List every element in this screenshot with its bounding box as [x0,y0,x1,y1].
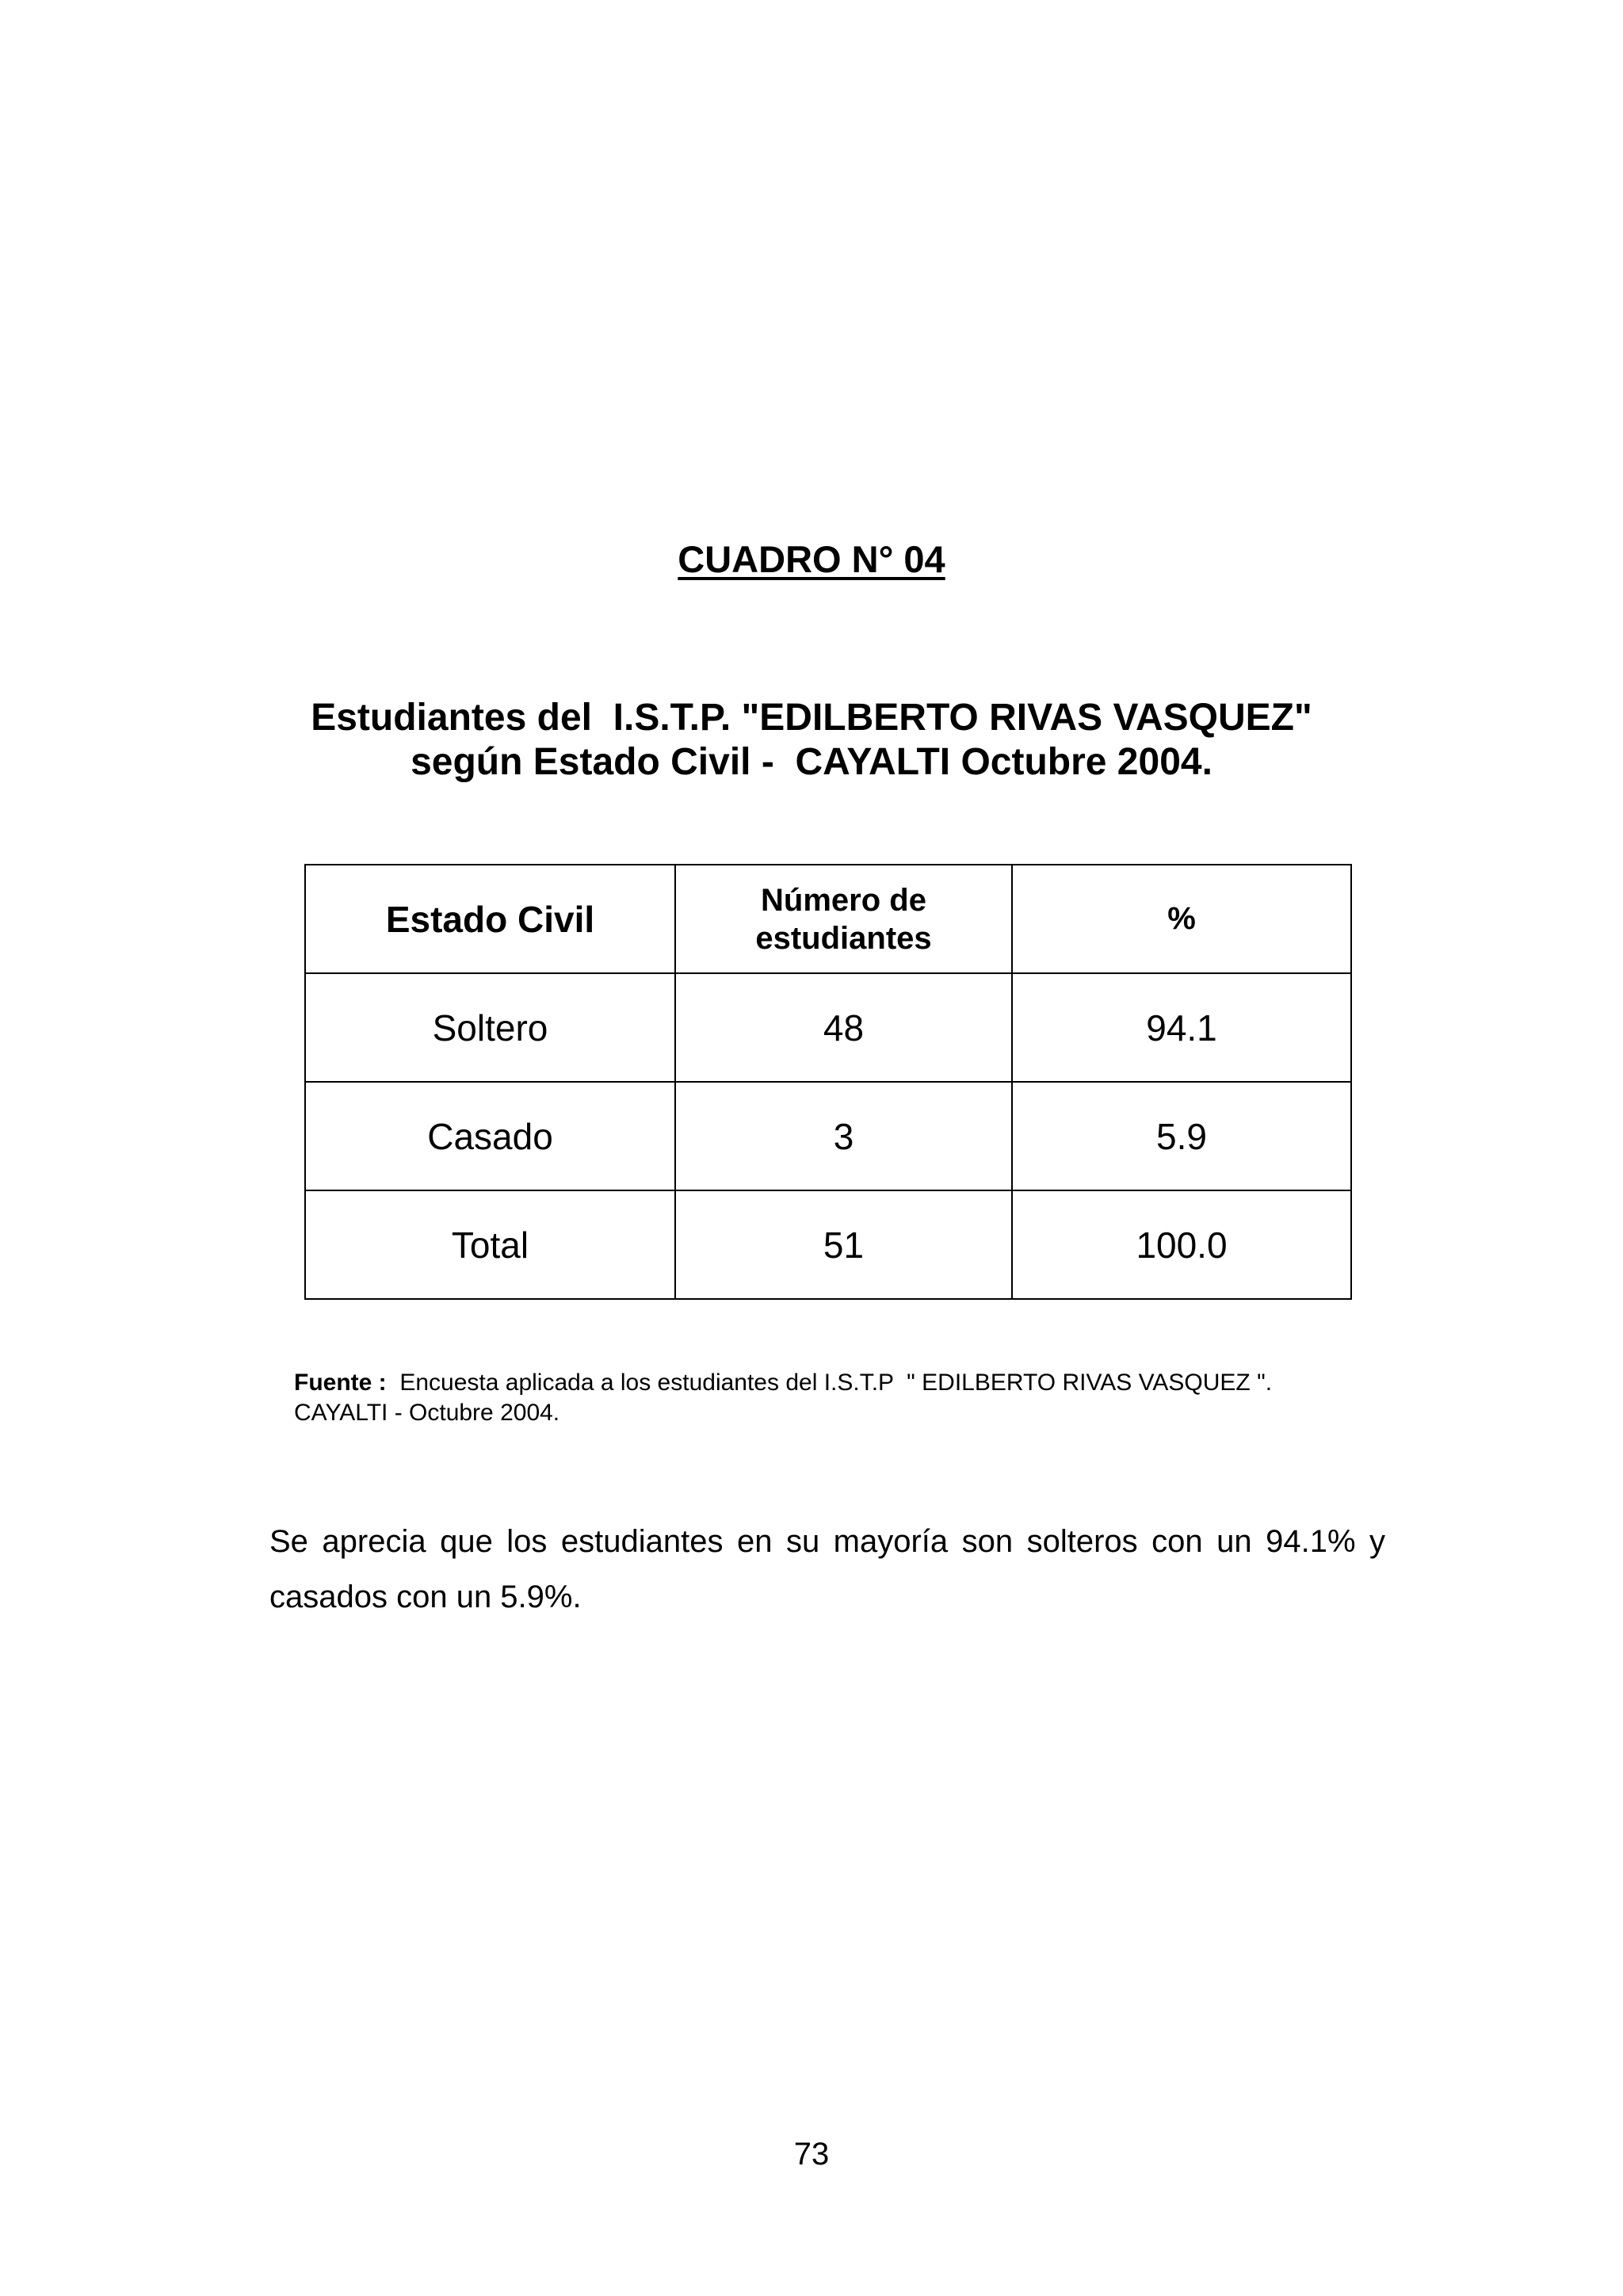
table-row [305,1082,1351,1190]
table-row [305,973,1351,1082]
cell-numero: 3 [675,1082,1012,1190]
table-header-row [305,865,1351,973]
cell-percent: 5.9 [1012,1082,1351,1190]
source-line-1 [294,1368,1272,1398]
page-number: 73 [793,2137,830,2172]
subtitle-line-2: según Estado Civil - CAYALTI Octubre 2004. [411,741,1212,783]
cell-percent: 94.1 [1012,973,1351,1082]
estado-civil-table [304,864,1352,1300]
table-row-total [305,1190,1351,1299]
source-text: Encuesta aplicada a los estudiantes del I.S.T.P " EDILBERTO RIVAS VASQUEZ ". [386,1370,1273,1396]
cell-numero: 51 [675,1190,1012,1299]
cuadro-title: CUADRO N° 04 [678,538,945,580]
header-percent: % [1012,865,1351,973]
header-estado-civil: Estado Civil [305,865,675,973]
cell-numero: 48 [675,973,1012,1082]
source-line-2: CAYALTI - Octubre 2004. [294,1400,560,1426]
subtitle-line-1: Estudiantes del I.S.T.P. "EDILBERTO RIVAS VASQUEZ" [311,697,1312,739]
source-label: Fuente : [294,1370,387,1396]
cell-estado: Casado [305,1082,675,1190]
header-numero-line-2: estudiantes [755,920,932,956]
header-numero-estudiantes [675,865,1012,973]
cell-estado: Soltero [305,973,675,1082]
analysis-paragraph: Se aprecia que los estudiantes en su mayoría son solteros con un 94.1% y casados con un 5.9%. [269,1524,1385,1614]
source-note [294,1368,1272,1428]
header-numero-line-1: Número de [761,882,926,918]
table-subtitle [0,696,1623,785]
cell-estado: Total [305,1190,675,1299]
cell-percent: 100.0 [1012,1190,1351,1299]
